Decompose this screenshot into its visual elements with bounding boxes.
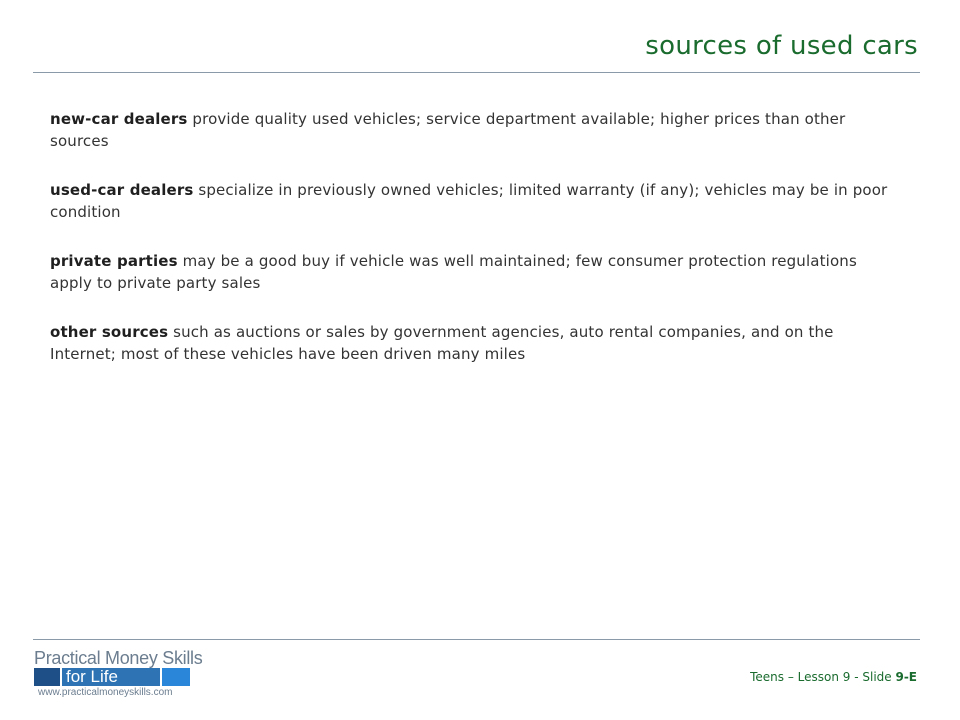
item-term: other sources [50, 323, 169, 341]
slide-footer [750, 670, 917, 684]
logo-url: www.practicalmoneyskills.com [38, 687, 173, 698]
item-description: provide quality used vehicles; service department available; higher prices than other sources [50, 110, 846, 150]
bottom-divider [33, 639, 920, 640]
item-description: such as auctions or sales by government agencies, auto rental companies, and on the Internet; most of these vehicles have been driven many miles [50, 323, 834, 363]
logo-line-2: for Life [66, 667, 118, 686]
item-description: specialize in previously owned vehicles; limited warranty (if any); vehicles may be in poor condition [50, 181, 888, 221]
source-item-used-car-dealers [50, 180, 890, 223]
slide-content [50, 109, 890, 393]
logo-block-right [162, 668, 190, 686]
practical-money-skills-logo [34, 648, 204, 698]
slide-number: 9-E [895, 670, 917, 684]
item-term: used-car dealers [50, 181, 194, 199]
source-item-other-sources [50, 322, 890, 365]
top-divider [33, 72, 920, 73]
item-term: new-car dealers [50, 110, 188, 128]
item-description: may be a good buy if vehicle was well maintained; few consumer protection regulations apply to private party sales [50, 252, 857, 292]
footer-text: Teens – Lesson 9 - Slide [750, 670, 896, 684]
slide-title: sources of used cars [645, 31, 918, 61]
source-item-private-parties [50, 251, 890, 294]
item-term: private parties [50, 252, 178, 270]
logo-block-left [34, 668, 60, 686]
logo-line-1: Practical Money Skills [34, 648, 203, 668]
source-item-new-car-dealers [50, 109, 890, 152]
